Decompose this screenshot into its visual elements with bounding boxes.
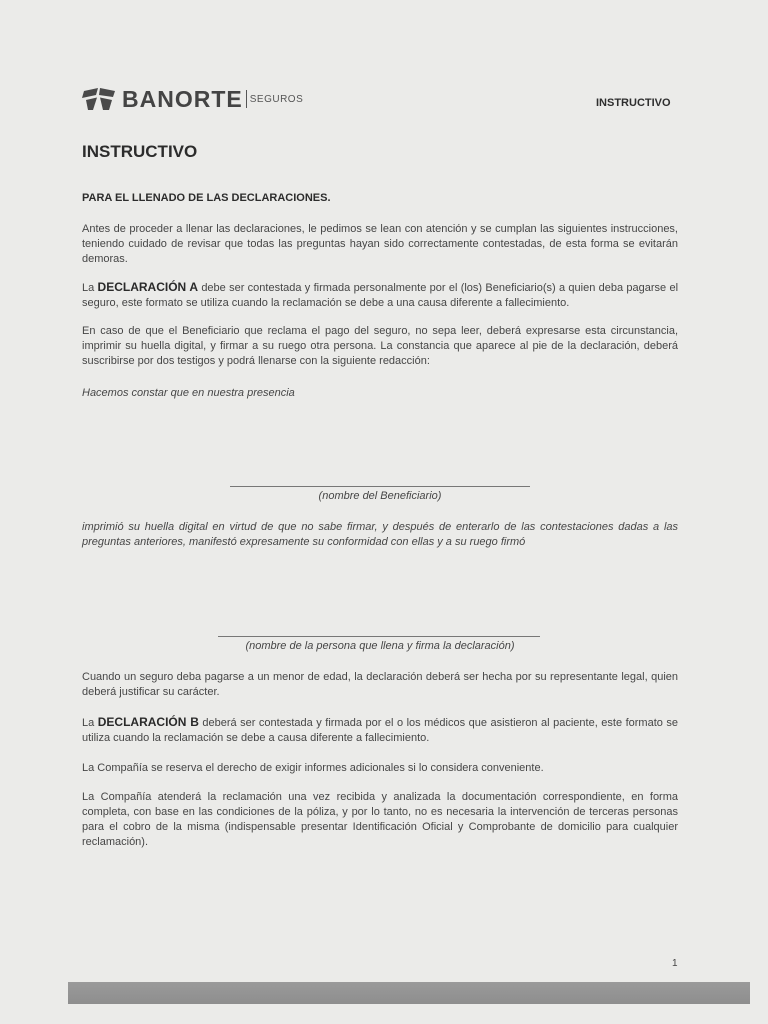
declaracion-b-paragraph — [82, 715, 678, 746]
footer-bar — [68, 982, 750, 1004]
intro-paragraph: Antes de proceder a llenar las declaraciones, le pedimos se lean con atención y se cumplan las siguientes instrucciones, teniendo cuidado de revisar que todas las preguntas hayan sido correctamente contestadas, de esta forma se evitarán demoras. — [82, 223, 678, 265]
decl-a-title: DECLARACIÓN A — [97, 280, 199, 294]
decl-a-prefix: La — [82, 282, 98, 294]
brand-name: BANORTE — [122, 85, 243, 112]
header-label: INSTRUCTIVO — [596, 97, 671, 109]
brand-subname: SEGUROS — [249, 93, 304, 105]
attend-paragraph: La Compañía atenderá la reclamación una vez recibida y analizada la documentación correspondiente, en forma completa, con base en las condiciones de la póliza, y por lo tanto, no es necesaria la intervención de terceras personas para el cobro de la misma (indispensable presentar Identificación Oficial y Comprobante de domicilio para cualquier reclamación). — [82, 791, 678, 848]
minor-paragraph: Cuando un seguro deba pagarse a un menor de edad, la declaración deberá ser hecha por su representante legal, quien deberá justificar su carácter. — [82, 671, 678, 698]
declaracion-a-paragraph — [82, 280, 678, 311]
imprimio-paragraph: imprimió su huella digital en virtud de que no sabe firmar, y después de enterarlo de las contestaciones dadas a las preguntas anteriores, manifestó expresamente su conformidad con ellas y a su ruego firmó — [82, 521, 678, 548]
beneficiary-signature-line — [230, 486, 530, 487]
logo-divider — [246, 90, 247, 108]
decl-b-prefix: La — [82, 717, 98, 729]
banorte-logo-icon — [82, 87, 116, 111]
decl-a-text: debe ser contestada y firmada personalmente por el (los) Beneficiario(s) a quien deba pagarse el seguro, este formato se utiliza cuando la reclamación se debe a una causa diferente a fallecimiento. — [82, 282, 679, 309]
banorte-logo — [82, 86, 303, 112]
decl-b-text: deberá ser contestada y firmada por el o los médicos que asistieron al paciente, este formato se utiliza cuando la reclamación se debe a causa diferente a fallecimiento. — [82, 717, 678, 744]
declarant-caption: (nombre de la persona que llena y firma la declaración) — [245, 640, 515, 652]
page-number: 1 — [672, 958, 678, 969]
section-subtitle: PARA EL LLENADO DE LAS DECLARACIONES. — [82, 192, 331, 204]
page-title: INSTRUCTIVO — [82, 142, 198, 161]
hacemos-constar-text: Hacemos constar que en nuestra presencia — [82, 387, 295, 399]
reserve-paragraph: La Compañía se reserva el derecho de exigir informes adicionales si lo considera conveniente. — [82, 762, 544, 774]
illiterate-paragraph: En caso de que el Beneficiario que reclama el pago del seguro, no sepa leer, deberá expresarse esta circunstancia, imprimir su huella digital, y firmar a su ruego otra persona. La constancia que aparece al pie de la declaración, deberá suscribirse por dos testigos y podrá llenarse con la siguiente redacción: — [82, 325, 678, 367]
declarant-signature-line — [218, 636, 540, 637]
decl-b-title: DECLARACIÓN B — [97, 715, 199, 729]
beneficiary-caption: (nombre del Beneficiario) — [318, 490, 442, 502]
